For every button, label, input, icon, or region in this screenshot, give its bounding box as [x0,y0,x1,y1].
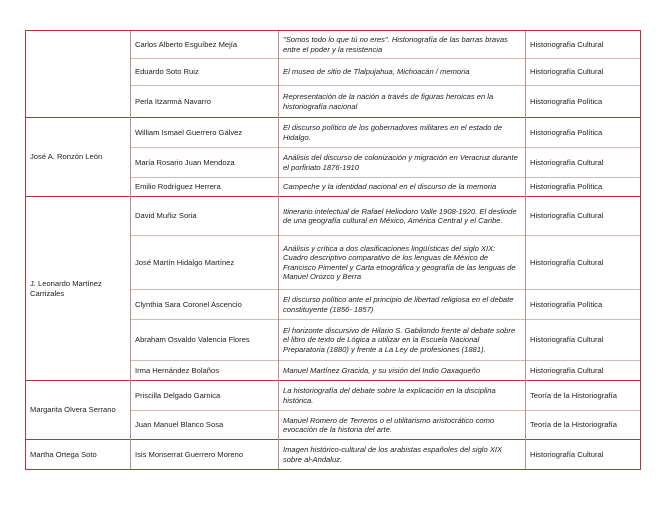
research-area: Teoría de la Historiografía [526,381,641,411]
research-area: Historiografía Cultural [526,148,641,178]
thesis-title: El discurso político ante el principio de libertad religiosa en el debate constituyente (1856- 1857) [279,290,526,320]
thesis-title: Análisis y crítica a dos clasificaciones lingüísticas del siglo XIX: Cuadro descriptivo comparativo de los lenguas de México de Francisco Pimentel y Carta etnográfica y geografía de las lenguas de Manuel Orozco y Berra [279,236,526,290]
research-area: Historiografía Cultural [526,59,641,86]
table-row [26,197,641,236]
research-area: Historiografía Política [526,178,641,197]
student-name: Isis Monserrat Guerrero Moreno [131,440,279,470]
table-row [26,31,641,59]
thesis-title: Itinerario intelectual de Rafael Heliodoro Valle 1908-1920. El deslinde de una geografía cultural en México, América Central y el Caribe. [279,197,526,236]
advisor-cell: Margarita Olvera Serrano [26,381,131,440]
thesis-title: Imagen histórico-cultural de los arabistas españoles del siglo XIX sobre al-Andaluz. [279,440,526,470]
student-name: David Muñiz Soria [131,197,279,236]
student-name: José Martín Hidalgo Martínez [131,236,279,290]
thesis-title: La historiografía del debate sobre la explicación en la disciplina histórica. [279,381,526,411]
student-name: Emilio Rodríguez Herrera [131,178,279,197]
student-name: Eduardo Soto Ruiz [131,59,279,86]
thesis-title: Manuel Romero de Terreros o el utilitarismo aristocrático como evocación de la historia del arte. [279,411,526,440]
research-area: Historiografía Política [526,118,641,148]
thesis-title: Análisis del discurso de colonización y migración en Veracruz durante el porfiriato 1876-1910 [279,148,526,178]
student-name: Juan Manuel Blanco Sosa [131,411,279,440]
thesis-title: El discurso político de los gobernadores militares en el estado de Hidalgo. [279,118,526,148]
advisor-cell: Martha Ortega Soto [26,440,131,470]
student-name: Carlos Alberto Esguíbez Mejía [131,31,279,59]
student-name: Clynthia Sara Coronel Ascencio [131,290,279,320]
student-name: Perla Itzamná Navarro [131,86,279,118]
advisor-cell [26,31,131,118]
student-name: Priscilla Delgado Garnica [131,381,279,411]
table-row [26,381,641,411]
advisor-cell: José A. Ronzón León [26,118,131,197]
table-row [26,118,641,148]
thesis-title: Manuel Martínez Gracida, y su visión del Indio Oaxaqueño [279,361,526,381]
research-area: Teoría de la Historiografía [526,411,641,440]
thesis-title: El horizonte discursivo de Hilario S. Gabilondo frente al debate sobre el libro de texto de Lógica a utilizar en la Escuela Nacional Preparatoria (1880) y frente a La Ley de profesiones (1881). [279,320,526,361]
research-area: Historiografía Política [526,86,641,118]
research-area: Historiografía Cultural [526,361,641,381]
research-area: Historiografía Política [526,290,641,320]
research-area: Historiografía Cultural [526,320,641,361]
student-name: William Ismael Guerrero Gálvez [131,118,279,148]
research-area: Historiografía Cultural [526,31,641,59]
research-area: Historiografía Cultural [526,197,641,236]
advisor-cell: J. Leonardo Martínez Carrizales [26,197,131,381]
table-row [26,440,641,470]
thesis-table [25,30,641,470]
thesis-title: Campeche y la identidad nacional en el discurso de la memoria [279,178,526,197]
thesis-title: El museo de sitio de Tlalpujahua, Michoacán / memoria [279,59,526,86]
thesis-title: Representación de la nación a través de figuras heroicas en la historiografía nacional [279,86,526,118]
research-area: Historiografía Cultural [526,236,641,290]
research-area: Historiografía Cultural [526,440,641,470]
student-name: Abraham Osvaldo Valencia Flores [131,320,279,361]
student-name: Irma Hernández Bolaños [131,361,279,381]
student-name: María Rosario Juan Mendoza [131,148,279,178]
thesis-title: "Somos todo lo que tú no eres". Historiografía de las barras bravas entre el poder y la resistencia [279,31,526,59]
